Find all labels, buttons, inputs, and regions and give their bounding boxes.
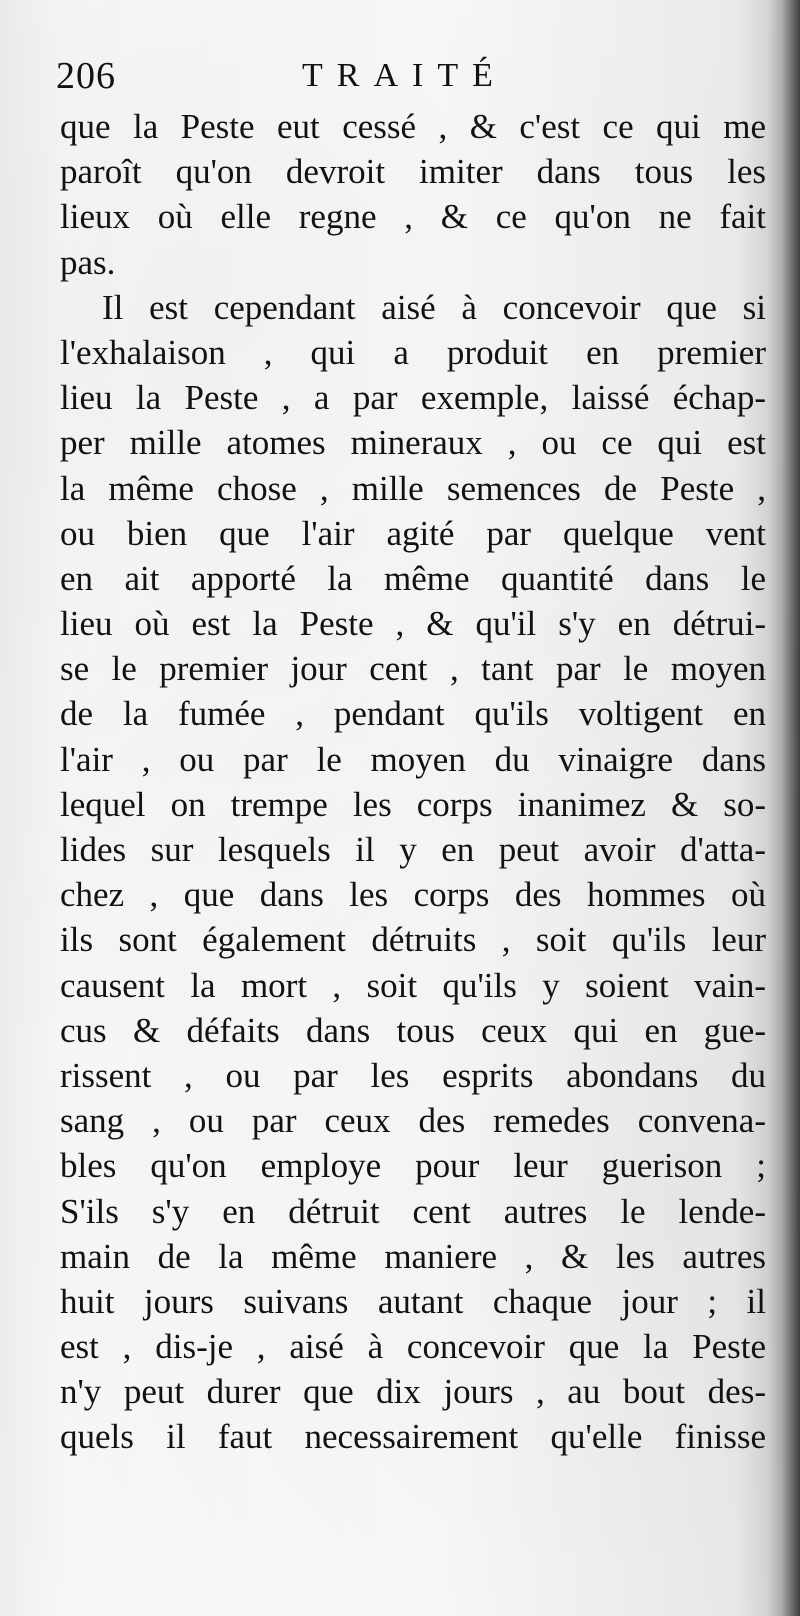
text-line: lequel on trempe les corps inanimez & so- <box>60 784 766 824</box>
text-line: rissent , ou par les esprits abondans du <box>60 1055 766 1095</box>
text-line: l'air , ou par le moyen du vinaigre dans <box>60 739 766 779</box>
text-line: ils sont également détruits , soit qu'ils leur <box>60 920 766 960</box>
text-line: l'exhalaison , qui a produit en premier <box>60 332 766 372</box>
text-line: lieu où est la Peste , & qu'il s'y en détrui- <box>60 604 766 644</box>
text-line: la même chose , mille semences de Peste , <box>60 468 766 508</box>
text-line: main de la même maniere , & les autres <box>60 1236 766 1276</box>
text-line: quels il faut necessairement qu'elle finisse <box>60 1417 766 1457</box>
text-line: huit jours suivans autant chaque jour ; il <box>60 1281 766 1321</box>
text-line: S'ils s'y en détruit cent autres le lende- <box>60 1191 766 1231</box>
text-line: lieu la Peste , a par exemple, laissé échap- <box>60 378 766 418</box>
text-line: pas. <box>60 242 116 282</box>
text-line: paroît qu'on devroit imiter dans tous les <box>60 152 766 192</box>
page-number: 206 <box>56 55 116 97</box>
text-line: causent la mort , soit qu'ils y soient vain- <box>60 965 766 1005</box>
text-line: lieux où elle regne , & ce qu'on ne fait <box>60 197 766 237</box>
text-line: lides sur lesquels il y en peut avoir d'atta- <box>60 830 766 869</box>
text-line: sang , ou par ceux des remedes convena- <box>60 1101 766 1141</box>
running-head: TRAITÉ <box>302 57 507 94</box>
text-line: est , dis-je , aisé à concevoir que la Peste <box>60 1327 766 1367</box>
text-line: n'y peut durer que dix jours , au bout des- <box>60 1372 766 1412</box>
text-line: que la Peste eut cessé , & c'est ce qui me <box>60 107 766 146</box>
text-line: de la fumée , pendant qu'ils voltigent en <box>60 694 766 734</box>
text-line: se le premier jour cent , tant par le moyen <box>60 649 766 689</box>
page-gutter-shadow <box>782 0 800 1616</box>
text-line: en ait apporté la même quantité dans le <box>60 558 766 598</box>
page-header <box>56 48 756 104</box>
text-line: cus & défaits dans tous ceux qui en gue- <box>60 1010 766 1050</box>
text-line: ou bien que l'air agité par quelque vent <box>60 513 766 553</box>
text-line: bles qu'on employe pour leur guerison ; <box>60 1146 766 1186</box>
text-line: per mille atomes mineraux , ou ce qui est <box>60 423 766 463</box>
text-line: chez , que dans les corps des hommes où <box>60 875 766 915</box>
body-text <box>60 104 766 1460</box>
text-line: Il est cependant aisé à concevoir que si <box>102 287 766 327</box>
